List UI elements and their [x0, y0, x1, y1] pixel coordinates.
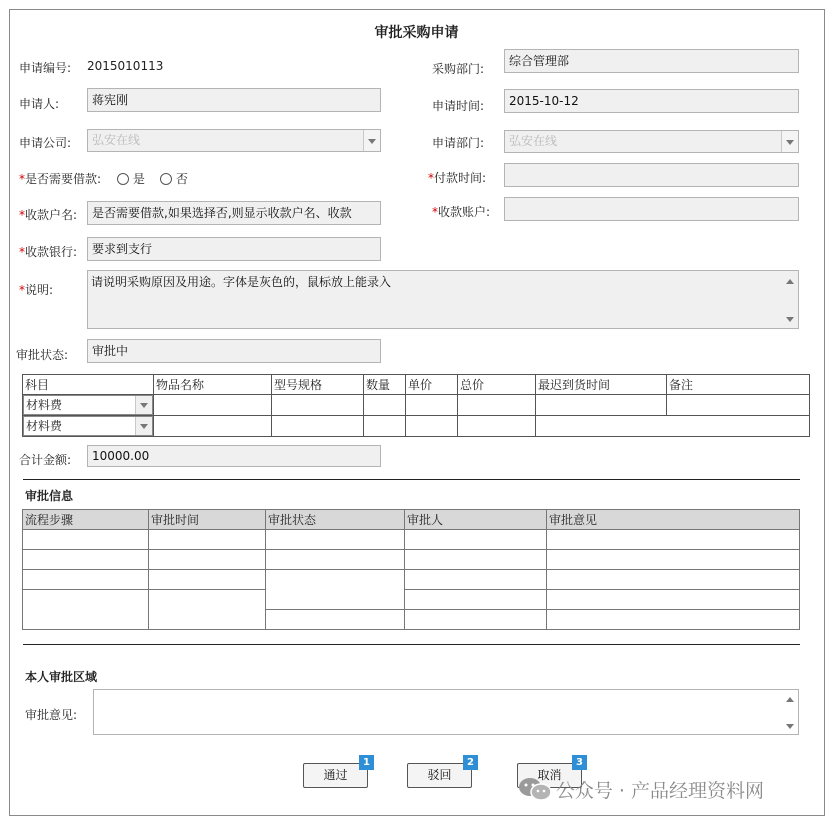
apply-dept-value: 弘安在线 — [509, 134, 558, 148]
approval-header: 审批状态 — [266, 510, 405, 530]
approval-header: 流程步骤 — [23, 510, 149, 530]
items-header: 数量 — [364, 375, 406, 395]
unit-price-cell[interactable] — [406, 395, 458, 416]
items-header: 备注 — [667, 375, 810, 395]
opinion-label: 审批意见: — [25, 708, 78, 722]
purchase-dept-field[interactable]: 综合管理部 — [504, 49, 799, 73]
table-row — [23, 570, 800, 590]
pay-time-label: *付款时间: — [428, 171, 487, 185]
scroll-up-icon[interactable] — [786, 697, 794, 702]
approval-header: 审批时间 — [149, 510, 266, 530]
items-header: 总价 — [458, 375, 536, 395]
model-cell[interactable] — [272, 416, 364, 437]
apply-time-field[interactable]: 2015-10-12 — [504, 89, 799, 113]
payee-bank-field[interactable]: 要求到支行 — [87, 237, 381, 261]
subject-cell — [23, 395, 154, 416]
subject-value: 材料费 — [26, 398, 63, 412]
payee-account-field[interactable] — [504, 197, 799, 221]
chevron-down-icon[interactable] — [781, 131, 798, 152]
badge-1: 1 — [359, 755, 374, 770]
required-mark: * — [19, 208, 25, 222]
payee-name-label: *收款户名: — [19, 208, 78, 222]
chevron-down-icon[interactable] — [135, 417, 152, 435]
my-approval-title: 本人审批区域 — [25, 670, 98, 684]
scroll-up-icon[interactable] — [786, 279, 794, 284]
subject-cell — [23, 416, 154, 437]
table-row — [23, 416, 810, 437]
item-name-cell[interactable] — [154, 416, 272, 437]
apply-company-select[interactable] — [87, 129, 381, 152]
badge-2: 2 — [463, 755, 478, 770]
payee-bank-label: *收款银行: — [19, 245, 78, 259]
watermark — [518, 776, 764, 803]
approval-info-title: 审批信息 — [25, 489, 74, 503]
approval-header-row — [23, 510, 800, 530]
apply-time-label: 申请时间: — [432, 99, 485, 113]
qty-cell[interactable] — [364, 395, 406, 416]
watermark-text: 公众号 · 产品经理资料网 — [555, 780, 764, 802]
approval-header: 审批人 — [405, 510, 547, 530]
chevron-down-icon[interactable] — [363, 130, 380, 151]
wechat-icon — [518, 776, 552, 802]
subject-value: 材料费 — [26, 419, 63, 433]
need-loan-label: *是否需要借款: — [19, 172, 102, 186]
reject-button[interactable]: 驳回 — [407, 763, 472, 788]
deadline-cell[interactable] — [536, 416, 810, 437]
items-header: 最迟到货时间 — [536, 375, 667, 395]
item-name-cell[interactable] — [154, 395, 272, 416]
apply-company-value: 弘安在线 — [92, 133, 141, 147]
badge-3: 3 — [572, 755, 587, 770]
remark-cell[interactable] — [667, 395, 810, 416]
qty-cell[interactable] — [364, 416, 406, 437]
total-price-cell[interactable] — [458, 395, 536, 416]
purchase-dept-label: 采购部门: — [432, 62, 485, 76]
applicant-field[interactable]: 蒋宪刚 — [87, 88, 381, 112]
desc-textarea[interactable] — [87, 270, 799, 329]
apply-no-label: 申请编号: — [19, 61, 72, 75]
pay-time-field[interactable] — [504, 163, 799, 187]
radio-icon[interactable] — [160, 173, 172, 185]
items-header-row — [23, 375, 810, 395]
table-row — [23, 395, 810, 416]
required-mark: * — [428, 171, 434, 185]
deadline-cell[interactable] — [536, 395, 667, 416]
unit-price-cell[interactable] — [406, 416, 458, 437]
model-cell[interactable] — [272, 395, 364, 416]
total-field[interactable]: 10000.00 — [87, 445, 381, 467]
items-header: 科目 — [23, 375, 154, 395]
table-row — [23, 550, 800, 570]
apply-dept-label: 申请部门: — [432, 136, 485, 150]
required-mark: * — [19, 172, 25, 186]
opinion-textarea[interactable] — [93, 689, 799, 735]
scroll-down-icon[interactable] — [786, 724, 794, 729]
scroll-down-icon[interactable] — [786, 317, 794, 322]
items-header: 物品名称 — [154, 375, 272, 395]
radio-icon[interactable] — [117, 173, 129, 185]
table-row — [23, 530, 800, 550]
apply-company-label: 申请公司: — [19, 136, 72, 150]
required-mark: * — [432, 205, 438, 219]
desc-label: *说明: — [19, 283, 54, 297]
radio-no[interactable]: 否 — [160, 170, 188, 187]
payee-account-label: *收款账户: — [432, 205, 491, 219]
items-header: 型号规格 — [272, 375, 364, 395]
total-label: 合计金额: — [19, 453, 72, 467]
divider — [23, 479, 800, 480]
subject-select[interactable] — [23, 416, 153, 436]
apply-no-value: 2015010113 — [87, 59, 164, 73]
chevron-down-icon[interactable] — [135, 396, 152, 414]
subject-select[interactable] — [23, 395, 153, 415]
status-field[interactable]: 审批中 — [87, 339, 381, 363]
approval-header: 审批意见 — [547, 510, 800, 530]
approval-table — [22, 509, 800, 630]
radio-yes[interactable]: 是 — [117, 170, 145, 187]
page-title: 审批采购申请 — [374, 25, 459, 41]
total-price-cell[interactable] — [458, 416, 536, 437]
pass-button[interactable]: 通过 — [303, 763, 368, 788]
status-label: 审批状态: — [16, 348, 69, 362]
items-table — [22, 374, 810, 437]
table-row — [23, 590, 800, 610]
required-mark: * — [19, 283, 25, 297]
required-mark: * — [19, 245, 25, 259]
applicant-label: 申请人: — [19, 97, 60, 111]
divider — [23, 644, 800, 645]
payee-name-field[interactable]: 是否需要借款,如果选择否,则显示收款户名、收款 — [87, 201, 381, 225]
desc-text: 请说明采购原因及用途。字体是灰色的，鼠标放上能录入 — [91, 275, 392, 289]
items-header: 单价 — [406, 375, 458, 395]
cancel-button[interactable]: 取消 — [517, 763, 582, 788]
apply-dept-select[interactable] — [504, 130, 799, 153]
